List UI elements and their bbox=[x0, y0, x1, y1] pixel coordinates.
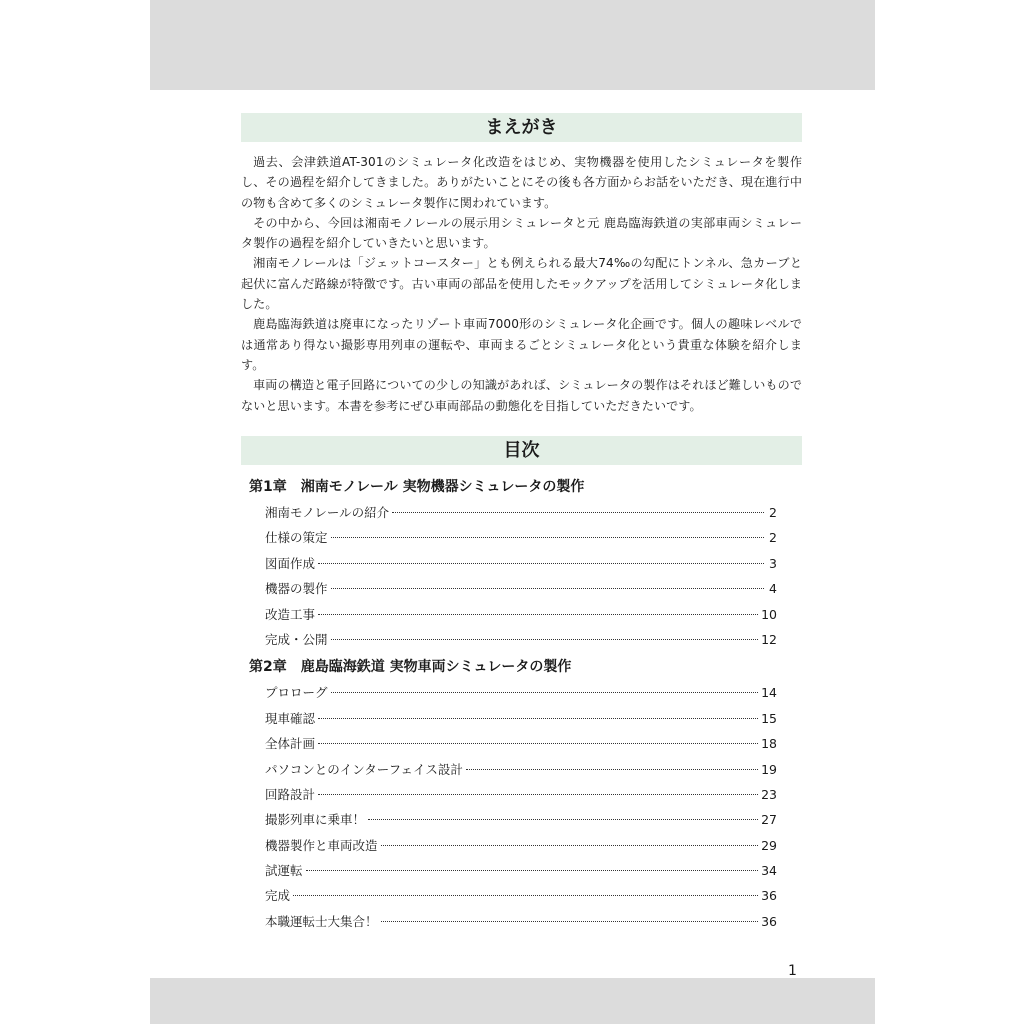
dot-leader bbox=[318, 718, 758, 719]
toc-entry-page: 15 bbox=[761, 710, 777, 726]
toc-entry-page: 34 bbox=[761, 863, 777, 879]
toc-entry-label: 機器製作と車両改造 bbox=[265, 837, 378, 853]
toc-entry-label: 撮影列車に乗車！ bbox=[265, 812, 366, 828]
dot-leader bbox=[331, 692, 759, 693]
table-of-contents bbox=[249, 474, 777, 934]
preface-heading: まえがき bbox=[241, 113, 802, 142]
toc-entry-page: 36 bbox=[761, 913, 777, 929]
toc-entry-page: 4 bbox=[769, 581, 777, 597]
toc-entry[interactable] bbox=[265, 551, 777, 576]
top-margin-band bbox=[150, 0, 875, 90]
preface-paragraph: 過去、会津鉄道AT-301のシミュレータ化改造をはじめ、実物機器を使用したシミュレータを製作し、その過程を紹介してきました。ありがたいことにその後も各方面からお話をいただき、現在進行中の物も含めて多くのシミュレータ製作に関われています。 bbox=[241, 155, 802, 210]
dot-leader bbox=[318, 563, 764, 564]
toc-entry[interactable] bbox=[265, 500, 777, 525]
chapter-title: 第2章 鹿島臨海鉄道 実物車両シミュレータの製作 bbox=[249, 659, 572, 676]
preface-paragraph: その中から、今回は湘南モノレールの展示用シミュレータと元 鹿島臨海鉄道の実部車両シミュレータ製作の過程を紹介していきたいと思います。 bbox=[241, 215, 802, 251]
toc-entry-page: 36 bbox=[761, 888, 777, 904]
toc-entry-page: 23 bbox=[761, 786, 777, 802]
toc-entry[interactable] bbox=[265, 680, 777, 705]
toc-entry-page: 2 bbox=[769, 505, 777, 520]
page-number: 1 bbox=[788, 963, 797, 979]
preface-paragraph: 鹿島臨海鉄道は廃車になったリゾート車両7000形のシミュレータ化企画です。個人の趣味レベルでは通常あり得ない撮影専用列車の運転や、車両まるごとシミュレータ化という貴重な体験を紹介します。 bbox=[241, 317, 802, 372]
toc-entry-label: 仕様の策定 bbox=[265, 530, 328, 546]
toc-entry[interactable] bbox=[265, 706, 777, 731]
dot-leader bbox=[331, 588, 764, 589]
preface-paragraph: 湘南モノレールは「ジェットコースター」とも例えられる最大74‰の勾配にトンネル、急カーブと起伏に富んだ路線が特徴です。古い車両の部品を使用したモックアップを活用してシミュレータ化しました。 bbox=[241, 256, 802, 312]
toc-entry-label: 回路設計 bbox=[265, 786, 316, 802]
toc-entry-page: 10 bbox=[761, 606, 777, 622]
toc-entry-page: 12 bbox=[761, 631, 777, 647]
toc-entry-page: 14 bbox=[761, 685, 777, 701]
toc-entry-label: 完成・公開 bbox=[265, 631, 328, 647]
toc-entry[interactable] bbox=[265, 525, 777, 550]
toc-entry-page: 18 bbox=[761, 736, 777, 752]
toc-entry-page: 2 bbox=[769, 530, 777, 546]
dot-leader bbox=[318, 794, 758, 795]
toc-entry-label: 本職運転士大集合！ bbox=[265, 913, 378, 929]
dot-leader bbox=[318, 743, 758, 744]
preface-body bbox=[241, 152, 802, 416]
toc-entry[interactable] bbox=[265, 807, 777, 832]
toc-heading: 目次 bbox=[241, 436, 802, 465]
dot-leader bbox=[368, 819, 758, 820]
dot-leader bbox=[306, 870, 759, 871]
toc-entry[interactable] bbox=[265, 858, 777, 883]
toc-entry[interactable] bbox=[265, 883, 777, 908]
toc-entry[interactable] bbox=[265, 627, 777, 652]
toc-entry-label: 完成 bbox=[265, 888, 291, 904]
toc-entry[interactable] bbox=[265, 602, 777, 627]
toc-entry-label: 現車確認 bbox=[265, 710, 316, 726]
dot-leader bbox=[331, 639, 759, 640]
toc-entry[interactable] bbox=[265, 576, 777, 601]
dot-leader bbox=[381, 921, 759, 922]
toc-entry-label: 試運転 bbox=[265, 863, 303, 879]
toc-entry-label: プロローグ bbox=[265, 685, 328, 701]
toc-entry-page: 19 bbox=[761, 761, 777, 777]
toc-entry[interactable] bbox=[265, 833, 777, 858]
toc-entry-page: 27 bbox=[761, 812, 777, 828]
preface-paragraph: 車両の構造と電子回路についての少しの知識があれば、シミュレータの製作はそれほど難しいものでないと思います。本書を参考にぜひ車両部品の動態化を目指していただきたいです。 bbox=[241, 378, 802, 413]
toc-entry-label: 改造工事 bbox=[265, 606, 316, 622]
toc-entry[interactable] bbox=[265, 757, 777, 782]
dot-leader bbox=[392, 512, 764, 513]
dot-leader bbox=[293, 895, 758, 896]
dot-leader bbox=[331, 537, 764, 538]
bottom-margin-band bbox=[150, 978, 875, 1024]
dot-leader bbox=[381, 845, 759, 846]
toc-entry-label: 全体計画 bbox=[265, 736, 316, 752]
toc-entry-label: 機器の製作 bbox=[265, 581, 328, 597]
dot-leader bbox=[466, 769, 758, 770]
dot-leader bbox=[318, 614, 758, 615]
toc-entry-label: パソコンとのインターフェイス設計 bbox=[265, 761, 463, 777]
toc-entry-page: 3 bbox=[769, 555, 777, 571]
toc-entry[interactable] bbox=[265, 731, 777, 756]
toc-entry[interactable] bbox=[265, 782, 777, 807]
toc-entry[interactable] bbox=[265, 909, 777, 934]
toc-entry-label: 湘南モノレールの紹介 bbox=[265, 505, 390, 520]
toc-entry-label: 図面作成 bbox=[265, 555, 316, 571]
chapter-title: 第1章 湘南モノレール 実物機器シミュレータの製作 bbox=[249, 479, 585, 495]
toc-entry-page: 29 bbox=[761, 837, 777, 853]
